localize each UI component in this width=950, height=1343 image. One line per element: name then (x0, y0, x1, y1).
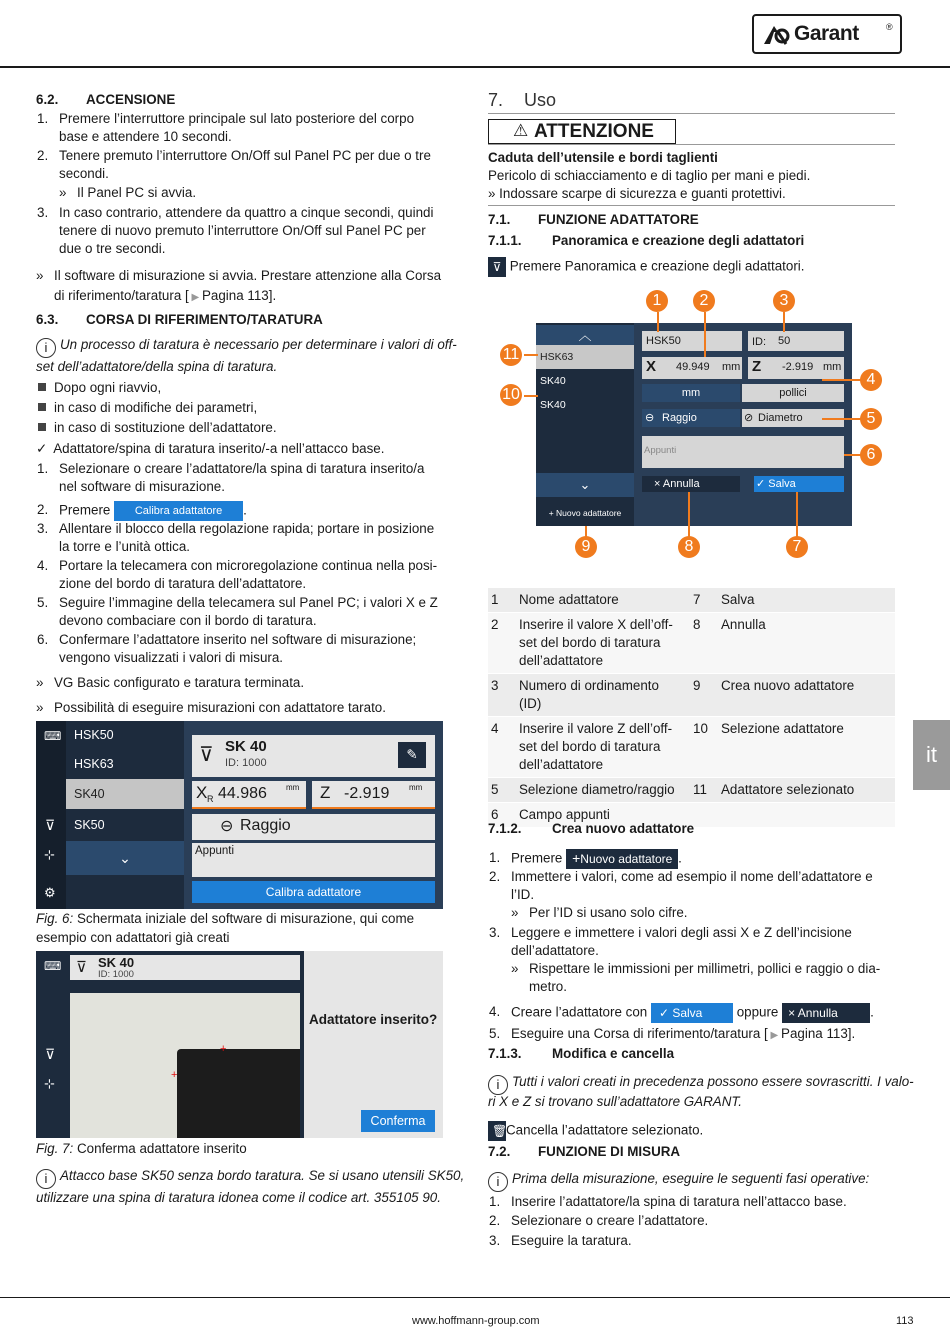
raggio-label: Raggio (240, 817, 291, 834)
page-ref-link[interactable]: Pagina 113]. (781, 1026, 856, 1041)
raggio-label: Raggio (662, 412, 697, 424)
step-text: secondi. (59, 166, 109, 181)
step-text: Selezionare o creare l’adattatore/la spina di taratura inserito/a (59, 461, 425, 476)
adapter-name-field[interactable]: HSK50 (642, 331, 742, 351)
fig6-x-field[interactable] (192, 781, 306, 809)
step-text-part: Creare l’adattatore con (511, 1004, 648, 1020)
id-label: ID: (752, 336, 767, 348)
legend-text: Salva (718, 588, 895, 613)
page-number: 113 (896, 1315, 914, 1327)
nuovo-adattatore-inline-button[interactable] (566, 849, 678, 869)
step-text: base e attendere 10 secondi. (59, 129, 232, 144)
annulla-inline-button[interactable]: × Annulla (782, 1003, 870, 1023)
fig7-adapter-id: ID: 1000 (98, 969, 134, 980)
gear-icon[interactable]: ⚙ (44, 885, 56, 900)
step-number: 1. (489, 1194, 501, 1209)
step-text: In caso contrario, attendere da quattro a cinque secondi, quindi (59, 205, 434, 220)
radius-icon: ⊖ (220, 818, 234, 835)
legend-number: 10 (690, 717, 718, 778)
callout-11: 11 (500, 344, 522, 366)
callout-line (822, 379, 862, 381)
fig7-header-card (70, 955, 300, 980)
result-marker: » (511, 905, 519, 920)
legend-text: Selezione adattatore (718, 717, 895, 778)
callout-5: 5 (860, 408, 882, 430)
section-7-1-3-number: 7.1.3. (488, 1046, 522, 1061)
section-6-3-number: 6.3. (36, 312, 59, 327)
figure-label: Fig. 7: (36, 1141, 74, 1156)
warning-text: Pericolo di schiacciamento e di taglio per mani e piedi. (488, 168, 811, 183)
figure-7-caption (36, 1140, 247, 1158)
adapter-list-item[interactable]: SK40 (540, 399, 566, 411)
adapter-icon[interactable]: ⊽ (45, 817, 56, 833)
section-6-2-number: 6.2. (36, 92, 59, 107)
fig6-sidebar (36, 721, 66, 909)
legend-number: 8 (690, 613, 718, 674)
diametro-label: Diametro (758, 412, 803, 424)
garant-logo-icon (762, 22, 792, 46)
section-7-1-3-title: Modifica e cancella (552, 1046, 675, 1061)
raggio-toggle[interactable] (642, 409, 740, 427)
table-row (488, 778, 895, 803)
legend-number: 6 (488, 803, 516, 828)
callout-line (524, 354, 538, 356)
fig6-adapter-id: ID: 1000 (225, 757, 267, 769)
legend-number: 4 (488, 717, 516, 778)
step-number: 4. (489, 1004, 501, 1019)
step-text: Il Panel PC si avvia. (77, 185, 197, 200)
step-text: Eseguire la taratura. (511, 1233, 632, 1248)
section-6-3-title: CORSA DI RIFERIMENTO/TARATURA (86, 312, 323, 327)
step-text: l’ID. (511, 887, 535, 902)
step-text: Selezionare o creare l’adattatore. (511, 1213, 709, 1228)
calibra-adattatore-button[interactable]: Calibra adattatore (114, 501, 243, 521)
legend-text (516, 613, 690, 674)
x-input[interactable] (642, 357, 742, 379)
fig6-list-item-selected[interactable]: SK40 (66, 779, 184, 809)
callout-line (783, 312, 785, 332)
appunti-label: Appunti (195, 845, 235, 857)
fig7-camera-view (70, 993, 300, 1138)
table-row (488, 613, 895, 674)
footer-rule (0, 1297, 950, 1298)
result-marker: » (59, 185, 67, 200)
step-text: zione del bordo di taratura dell’adattatore. (59, 576, 307, 591)
info-text: Un processo di taratura è necessario per determinare i valori di off- (60, 337, 457, 352)
step-number: 2. (489, 1213, 501, 1228)
step-text: Leggere e immettere i valori degli assi X e Z dell’incisione (511, 925, 852, 940)
unit-label: mm (409, 783, 423, 792)
pollici-toggle[interactable]: pollici (742, 384, 844, 402)
section-7-1-1-number: 7.1.1. (488, 233, 522, 248)
check-icon: ✓ (36, 441, 48, 456)
info-text: set dell’adattatore/della spina di taratura. (36, 359, 278, 374)
z-label: Z (320, 783, 331, 802)
crosshair-marker: + (220, 1043, 227, 1055)
section-6-2-title: ACCENSIONE (86, 92, 176, 107)
result-text (54, 287, 276, 307)
bullet-text: in caso di modifiche dei parametri, (54, 400, 258, 415)
legend-text-line: dell’adattatore (519, 757, 604, 772)
chevron-down-icon[interactable]: ⌄ (66, 841, 184, 875)
legend-text-line: set del bordo di taratura (519, 635, 661, 650)
chapter-rule (488, 113, 895, 114)
step-number: 1. (37, 111, 49, 126)
fig6-header-card (192, 735, 435, 777)
legend-text-line: (ID) (519, 696, 542, 711)
section-7-2-number: 7.2. (488, 1144, 511, 1159)
adapter-list-item-selected[interactable]: HSK63 (536, 345, 634, 369)
bullet-item (36, 419, 277, 437)
fig6-list-item[interactable]: HSK63 (74, 757, 114, 771)
check-item (36, 440, 384, 458)
info-text: utilizzare una spina di taratura idonea come il codice art. 355105 90. (36, 1190, 441, 1205)
callout-2: 2 (693, 290, 715, 312)
legend-number: 5 (488, 778, 516, 803)
bullet-text: in caso di sostituzione dell’adattatore. (54, 420, 277, 435)
bullet-item (36, 399, 257, 417)
step-text: Seguire l’immagine della telecamera sul Panel PC; i valori X e Z (59, 595, 438, 610)
page-ref-link[interactable]: Pagina 113]. (201, 288, 277, 303)
callout-line (822, 418, 862, 420)
page-ref-arrow-icon: ▶ (767, 1030, 782, 1041)
caption-text: esempio con adattatori già creati (36, 930, 230, 945)
legend-number: 1 (488, 588, 516, 613)
fig6-list-item[interactable]: SK50 (74, 818, 105, 832)
x-label: X (646, 358, 657, 375)
adapter-id-field[interactable] (748, 331, 844, 351)
step-text: devono combaciare con il bordo di taratura. (59, 613, 317, 628)
callout-8: 8 (678, 536, 700, 558)
id-value: 50 (778, 335, 791, 347)
radius-icon: ⊖ (645, 412, 655, 424)
section-7-1-2-title: Crea nuovo adattatore (552, 821, 695, 836)
section-7-2-title: FUNZIONE DI MISURA (538, 1144, 681, 1159)
callout-3: 3 (773, 290, 795, 312)
legend-text: Annulla (718, 613, 895, 674)
fig6-list-item[interactable]: HSK50 (74, 728, 114, 742)
step-text: metro. (529, 979, 567, 994)
legend-text (516, 717, 690, 778)
warning-heading: Caduta dell’utensile e bordi taglienti (488, 150, 718, 165)
section-7-1-number: 7.1. (488, 212, 511, 227)
axes-icon[interactable]: ⊹ (44, 847, 55, 862)
step-text-part: Eseguire una Corsa di riferimento/taratura [ (511, 1026, 768, 1041)
step-text: Premere +Nuovo adattatore . (511, 849, 682, 869)
legend-number: 2 (488, 613, 516, 674)
fig6-appunti-field[interactable] (192, 843, 435, 877)
instruction-text: Cancella l’adattatore selezionato. (506, 1122, 704, 1138)
step-number: 3. (37, 205, 49, 220)
z-value: -2.919 (344, 785, 390, 802)
chapter-7-number: 7. (488, 90, 504, 110)
result-marker: » (36, 268, 44, 283)
step-text (511, 1025, 855, 1045)
callout-7: 7 (786, 536, 808, 558)
step-text: nel software di misurazione. (59, 479, 225, 494)
adapter-icon: ⊽ (76, 959, 87, 976)
callout-line (704, 312, 706, 357)
table-row (488, 717, 895, 778)
fig6-adapter-title: SK 40 (225, 738, 267, 755)
step-number: 4. (37, 558, 49, 573)
keyboard-icon[interactable]: ⌨ (44, 959, 62, 973)
figure-6-caption (36, 910, 414, 928)
check-text: Adattatore/spina di taratura inserito/-a nell’attacco base. (53, 441, 385, 456)
section-7-1-2-number: 7.1.2. (488, 821, 522, 836)
info-icon: i (36, 338, 56, 358)
info-note (488, 1170, 869, 1192)
legend-number: 7 (690, 588, 718, 613)
step-text-part: Premere (59, 502, 111, 518)
chapter-7-title: Uso (524, 90, 557, 110)
table-row (488, 674, 895, 717)
legend-text: Adattatore selezionato (718, 778, 895, 803)
step-text: dell’adattatore. (511, 943, 599, 958)
unit-label: mm (286, 783, 300, 792)
table-row (488, 588, 895, 613)
page-ref-arrow-icon: ▶ (188, 292, 202, 303)
figure-label: Fig. 6: (36, 911, 74, 926)
legend-number (690, 803, 718, 828)
step-text: Allentare il blocco della regolazione rapida; portare in posizione (59, 521, 435, 536)
legend-text: Campo appunti (516, 803, 690, 828)
callout-line (524, 395, 538, 397)
legend-number: 9 (690, 674, 718, 717)
step-number: 1. (489, 850, 501, 865)
x-label: X (196, 783, 208, 802)
step-number: 5. (489, 1026, 501, 1041)
step-number: 3. (489, 1233, 501, 1248)
instruction-text: Premere Panoramica e creazione degli adattatori. (509, 258, 805, 274)
callout-1: 1 (646, 290, 668, 312)
appunti-field[interactable] (642, 436, 844, 468)
step-text: Premere Calibra adattatore . (59, 501, 247, 521)
legend-text-line: Numero di ordinamento (519, 678, 659, 693)
conferma-button[interactable]: Conferma (361, 1110, 435, 1132)
callout-line (657, 312, 659, 332)
legend-text-line: dell’adattatore (519, 653, 604, 668)
step-number: 3. (37, 521, 49, 536)
legend-text: Crea nuovo adattatore (718, 674, 895, 717)
keyboard-icon[interactable]: ⌨ (44, 729, 62, 743)
unit-label: mm (722, 361, 741, 373)
info-icon: i (36, 1169, 56, 1189)
fig7-adapter-title: SK 40 (98, 955, 135, 970)
bullet-text: Dopo ogni riavvio, (54, 380, 162, 395)
warning-rule (488, 144, 895, 145)
callout-9: 9 (575, 536, 597, 558)
legend-text: Nome adattatore (516, 588, 690, 613)
chevron-down-icon[interactable]: ⌄ (536, 473, 634, 497)
step-text: la torre e l’unità ottica. (59, 539, 190, 554)
step-text: due o tre secondi. (59, 241, 166, 256)
step-text: Inserire l’adattatore/la spina di taratura nell’attacco base. (511, 1194, 847, 1209)
step-text: Creare l’adattatore con ✓ Salva oppure × Annulla . (511, 1003, 874, 1023)
fig7-dialog (304, 951, 443, 1138)
bullet-square-icon (38, 423, 46, 431)
adapter-icon[interactable]: ⊽ (488, 257, 506, 277)
nuovo-label: Nuovo adattatore (580, 852, 673, 866)
garant-logo (752, 14, 902, 54)
legend-number: 11 (690, 778, 718, 803)
info-note (36, 336, 457, 358)
warning-title: ATTENZIONE (534, 121, 654, 142)
step-number: 2. (489, 869, 501, 884)
x-sub-label: R (207, 794, 214, 804)
step-text: Premere l’interruttore principale sul lato posteriore del corpo (59, 111, 415, 126)
plus-icon: + (572, 850, 581, 866)
axes-icon[interactable]: ⊹ (44, 1076, 55, 1091)
z-value: -2.919 (782, 361, 814, 373)
crosshair-marker: + (171, 1069, 178, 1081)
instruction-line (488, 1121, 703, 1141)
result-marker: » (511, 961, 519, 976)
language-tab[interactable]: it (913, 720, 950, 790)
result-text: VG Basic configurato e taratura terminata. (54, 675, 305, 690)
result-text: Il software di misurazione si avvia. Prestare attenzione alla Corsa (54, 268, 442, 283)
footer-url[interactable]: www.hoffmann-group.com (412, 1315, 540, 1327)
diameter-icon: ⊘ (744, 412, 754, 424)
fig6-z-field[interactable] (312, 781, 435, 809)
section-7-1-1-title: Panoramica e creazione degli adattatori (552, 233, 805, 248)
figure-7-screenshot (36, 951, 443, 1138)
legend-text (516, 674, 690, 717)
adapter-silhouette (177, 1049, 300, 1138)
z-label: Z (752, 358, 762, 375)
bullet-item (36, 379, 161, 397)
callout-4: 4 (860, 369, 882, 391)
step-text: Immettere i valori, come ad esempio il nome dell’adattatore e (511, 869, 873, 884)
step-text: Tenere premuto l’interruttore On/Off sul Panel PC per due o tre (59, 148, 431, 163)
appunti-label: Appunti (644, 445, 677, 456)
nuovo-adattatore-button[interactable]: + Nuovo adattatore (548, 508, 622, 518)
trash-icon[interactable]: 🗑 (488, 1121, 506, 1141)
fig6-raggio-toggle[interactable] (192, 814, 435, 840)
result-marker: » (36, 700, 44, 715)
warning-triangle-icon: ⚠ (513, 121, 529, 140)
info-note (36, 1167, 464, 1189)
step-text: vengono visualizzati i valori di misura. (59, 650, 284, 665)
warning-action-text: Indossare scarpe di sicurezza e guanti protettivi. (499, 186, 786, 201)
check-icon: ✓ (756, 478, 766, 490)
step-text: Portare la telecamera con microregolazione continua nella posi- (59, 558, 438, 573)
edit-pencil-icon[interactable]: ✎ (398, 742, 426, 768)
step-text: Rispettare le immissioni per millimetri, pollici e raggio o dia- (529, 961, 881, 976)
step-number: 2. (37, 502, 49, 517)
step-text-part: oppure (736, 1004, 779, 1020)
bullet-square-icon (38, 403, 46, 411)
legend-text-line: set del bordo di taratura (519, 739, 661, 754)
salva-label: Salva (768, 478, 796, 490)
callout-10: 10 (500, 384, 522, 406)
warning-action: » Indossare scarpe di sicurezza e guanti protettivi. (488, 186, 786, 201)
info-icon: i (488, 1172, 508, 1192)
adapter-screen (536, 323, 852, 526)
z-input[interactable] (748, 357, 844, 379)
result-marker: » (36, 675, 44, 690)
legend-text-line: Inserire il valore Z dell’off- (519, 721, 673, 736)
callout-6: 6 (860, 444, 882, 466)
salva-button[interactable] (754, 476, 844, 492)
instruction-line (488, 257, 805, 277)
legend-text-line: Inserire il valore X dell’off- (519, 617, 673, 632)
caption-text: Schermata iniziale del software di misurazione, qui come (76, 911, 415, 926)
caption-text: Conferma adattatore inserito (76, 1141, 247, 1156)
x-value: 49.949 (676, 361, 710, 373)
step-number: 1. (37, 461, 49, 476)
legend-text (718, 803, 895, 828)
adapter-icon[interactable]: ⊽ (45, 1046, 56, 1062)
step-number: 2. (37, 148, 49, 163)
info-text: Prima della misurazione, eseguire le seguenti fasi operative: (512, 1171, 870, 1186)
bullet-square-icon (38, 383, 46, 391)
x-value: 44.986 (218, 785, 267, 802)
step-number: 5. (37, 595, 49, 610)
logo-text: Garant (794, 22, 859, 45)
chevron-up-icon[interactable]: ︿ (536, 325, 634, 345)
info-icon: i (488, 1075, 508, 1095)
result-text: Possibilità di eseguire misurazioni con adattatore tarato. (54, 700, 386, 715)
annulla-button[interactable]: × Annulla (642, 476, 740, 492)
warning-rule (488, 205, 895, 206)
callout-line (688, 492, 690, 538)
info-text: Tutti i valori creati in precedenza possono essere sovrascritti. I valo- (512, 1074, 914, 1089)
unit-label: mm (823, 361, 842, 373)
adapter-list-item[interactable]: SK40 (540, 375, 566, 387)
step-text-part: Premere (511, 850, 563, 866)
legend-text: Selezione diametro/raggio (516, 778, 690, 803)
fig7-question: Adattatore inserito? (309, 1012, 438, 1027)
salva-inline-button[interactable]: ✓ Salva (651, 1003, 733, 1023)
adapter-icon: ⊽ (199, 744, 214, 766)
info-note (488, 1073, 914, 1095)
info-text: Attacco base SK50 senza bordo taratura. Se si usano utensili SK50, (60, 1168, 465, 1183)
step-number: 6. (37, 632, 49, 647)
header-rule (0, 66, 950, 68)
figure-6-screenshot (36, 721, 443, 909)
step-text: tenere di nuovo premuto l’interruttore On/Off sul Panel PC per (59, 223, 426, 238)
warning-box (488, 119, 676, 144)
legend-table (488, 588, 895, 828)
step-text: Confermare l’adattatore inserito nel software di misurazione; (59, 632, 417, 647)
callout-line (796, 492, 798, 538)
mm-toggle[interactable]: mm (642, 384, 740, 402)
legend-number: 3 (488, 674, 516, 717)
section-7-1-title: FUNZIONE ADATTATORE (538, 212, 699, 227)
fig6-calibra-button[interactable]: Calibra adattatore (192, 881, 435, 903)
step-text: Per l’ID si usano solo cifre. (529, 905, 688, 920)
step-number: 3. (489, 925, 501, 940)
registered-mark: ® (886, 22, 893, 32)
result-text-part: di riferimento/taratura [ (54, 288, 189, 303)
info-text: ri X e Z si trovano sull’adattatore GARANT. (488, 1094, 743, 1109)
